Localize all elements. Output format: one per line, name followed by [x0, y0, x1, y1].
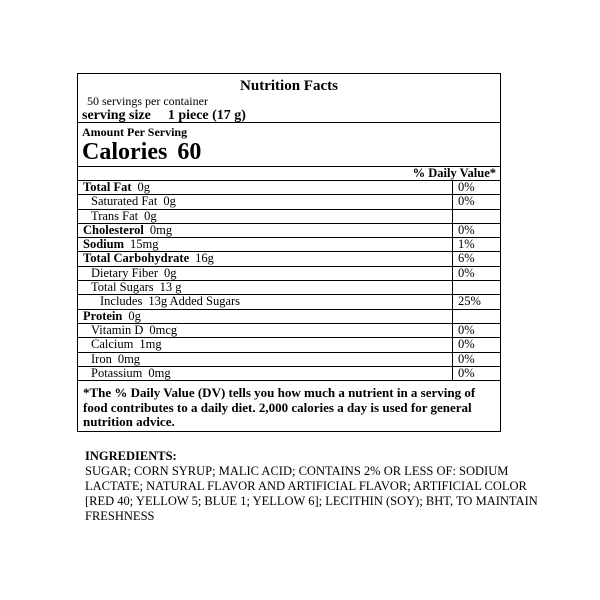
nutrient-row [78, 295, 500, 309]
serving-size-value: 1 piece (17 g) [167, 108, 246, 123]
calories-line [82, 139, 500, 165]
nutrient-amount: 16g [195, 252, 214, 266]
nutrient-dv-cell [453, 210, 500, 223]
nutrient-row [78, 210, 500, 224]
nutrient-dv-cell: 25% [458, 294, 481, 309]
nutrient-name-cell [78, 367, 453, 380]
nutrient-amount: 0mg [148, 366, 171, 380]
nutrient-row [78, 281, 500, 295]
nutrient-row [78, 324, 500, 338]
nutrient-name-cell [78, 310, 453, 323]
nutrient-amount: 0g [163, 195, 176, 209]
nutrient-name-cell [78, 295, 453, 308]
nutrient-name: Cholesterol [83, 223, 144, 237]
nutrition-facts-label [77, 73, 501, 432]
nutrient-amount: 13 g [159, 281, 182, 295]
nutrient-name: Calcium [91, 338, 134, 352]
nutrient-row [78, 252, 500, 266]
nutrient-name-cell [78, 281, 453, 294]
nutrient-amount: 0mg [117, 352, 141, 366]
nutrient-rows [78, 181, 500, 381]
nutrient-dv-cell: 1% [458, 237, 475, 252]
nutrient-dv-cell: 0% [458, 265, 475, 280]
nutrient-name-cell [78, 324, 453, 337]
calories-value: 60 [177, 139, 202, 165]
serving-size-line [78, 108, 500, 123]
nutrient-name: Total Sugars [91, 281, 154, 295]
nutrient-name: Potassium [91, 366, 143, 380]
nutrient-row [78, 238, 500, 252]
ingredients-section [85, 449, 547, 524]
nutrient-dv-cell [453, 310, 500, 323]
ingredients-heading: INGREDIENTS: [85, 449, 177, 463]
nutrient-name-cell [78, 267, 453, 280]
nutrient-amount: 13g Added Sugars [148, 295, 241, 309]
nutrient-row [78, 310, 500, 324]
nutrient-name: Saturated Fat [91, 195, 158, 209]
nutrient-amount: 15mg [130, 238, 159, 252]
label-header [78, 74, 500, 123]
nutrient-amount: 0g [164, 266, 177, 280]
nutrient-dv-cell: 0% [458, 337, 475, 352]
daily-value-header: % Daily Value* [78, 167, 500, 181]
nutrient-name-cell [78, 338, 453, 351]
nutrient-row [78, 267, 500, 281]
nutrient-name: Sodium [83, 238, 124, 252]
nutrient-row [78, 367, 500, 381]
serving-size-label: serving size [82, 108, 151, 123]
nutrient-dv-cell: 0% [458, 365, 475, 380]
nutrient-name: Total Carbohydrate [83, 252, 190, 266]
nutrient-name: Includes [100, 295, 143, 309]
nutrient-amount: 1mg [139, 338, 162, 352]
nutrient-amount: 0mg [149, 223, 173, 237]
nutrient-name: Protein [83, 309, 123, 323]
nutrient-name: Vitamin D [91, 323, 144, 337]
nutrient-name-cell [78, 181, 453, 194]
nutrient-name: Total Fat [83, 181, 132, 194]
nutrient-name: Dietary Fiber [91, 266, 158, 280]
nutrient-row [78, 181, 500, 195]
nutrient-row [78, 338, 500, 352]
nutrient-amount: 0mcg [149, 323, 178, 337]
nutrient-name-cell [78, 224, 453, 237]
nutrient-dv-cell: 6% [458, 251, 475, 266]
nutrient-dv-cell: 0% [458, 180, 475, 194]
nutrient-name-cell [78, 210, 453, 223]
servings-per-container: 50 servings per container [87, 94, 208, 108]
calories-label: Calories [82, 139, 168, 165]
amount-per-serving-label: Amount Per Serving [82, 125, 188, 139]
nutrient-dv-cell [453, 281, 500, 294]
label-title: Nutrition Facts [240, 78, 338, 94]
nutrient-row [78, 353, 500, 367]
nutrient-name-cell [78, 252, 453, 265]
nutrient-dv-cell: 0% [458, 194, 475, 209]
nutrient-amount: 0g [128, 309, 141, 323]
calories-section [78, 123, 500, 167]
nutrient-row [78, 224, 500, 238]
nutrient-name-cell [78, 353, 453, 366]
daily-value-footnote: *The % Daily Value (DV) tells you how much a nutrient in a serving of food contributes to a daily diet. 2,000 calories a day is used for general nutrition advice. [83, 385, 476, 430]
nutrient-name-cell [78, 238, 453, 251]
nutrient-name-cell [78, 195, 453, 208]
ingredients-text: SUGAR; CORN SYRUP; MALIC ACID; CONTAINS 2% OR LESS OF: SODIUM LACTATE; NATURAL FLAVOR AND ARTIFICIAL FLAVOR; ARTIFICIAL COLOR [RED 40; YELLOW 5; BLUE 1; YELLOW 6]; LECITHIN (SOY); BHT, TO MAINTAIN FRESHNESS [85, 464, 538, 523]
nutrient-row [78, 195, 500, 209]
nutrient-amount: 0g [144, 209, 157, 223]
nutrient-dv-cell: 0% [458, 351, 475, 366]
nutrient-name: Trans Fat [91, 209, 139, 223]
nutrient-dv-cell: 0% [458, 222, 475, 237]
nutrient-dv-cell: 0% [458, 322, 475, 337]
nutrient-name: Iron [91, 352, 112, 366]
nutrient-amount: 0g [137, 181, 150, 194]
